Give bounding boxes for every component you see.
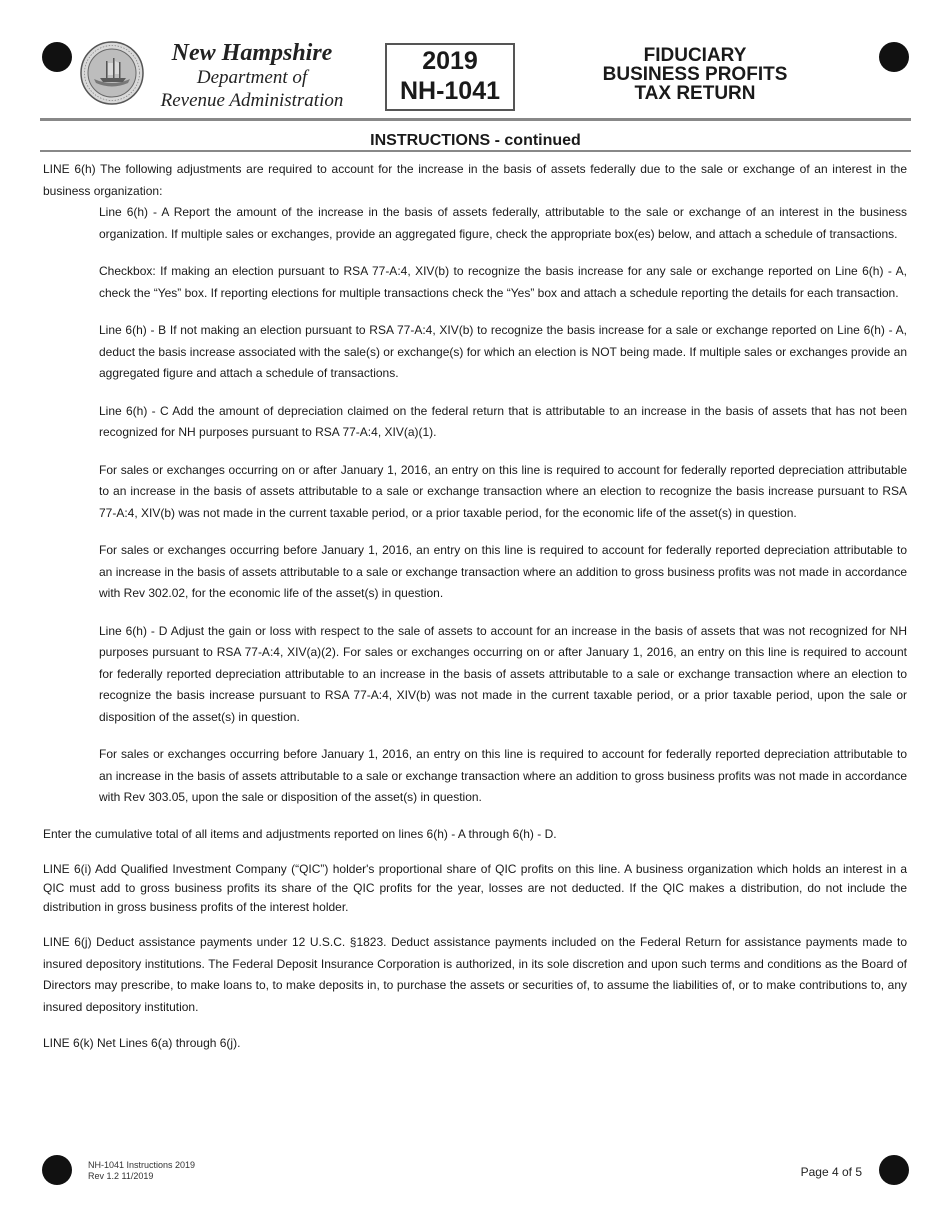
registration-mark-bottom-left bbox=[42, 1155, 72, 1185]
line-6h-intro: LINE 6(h) The following adjustments are required to account for the increase in the basis of assets federally due to the sale or exchange of an interest in the business organization: bbox=[43, 162, 907, 198]
line-6h-checkbox: Checkbox: If making an election pursuant to RSA 77-A:4, XIV(b) to recognize the basis increase for any sale or exchange reported on Line 6(h) - A, check the “Yes” box. If reporting elections for multiple transactions check the “Yes” box and attach a schedule reporting the details for each transaction. bbox=[99, 264, 907, 300]
page-number: Page 4 of 5 bbox=[800, 1165, 862, 1179]
line-6h-a: Line 6(h) - A Report the amount of the increase in the basis of assets federally, attributable to the sale or exchange of an interest in the business organization. If multiple sales or exchanges, provide an aggregated figure, check the appropriate box(es) below, and attach a schedule of transactions. bbox=[99, 205, 907, 241]
line-6h-b: Line 6(h) - B If not making an election pursuant to RSA 77-A:4, XIV(b) to recognize the basis increase for a sale or exchange reported on Line 6(h) - A, deduct the basis increase associated with the sale(s) or exchange(s) for which an election is NOT being made. If multiple sales or exchanges provide an aggregated figure and attach a schedule of transactions. bbox=[99, 323, 907, 380]
registration-mark-bottom-right bbox=[879, 1155, 909, 1185]
state-seal-icon bbox=[80, 41, 144, 105]
footer-revision: Rev 1.2 11/2019 bbox=[88, 1171, 154, 1181]
return-title-line2: BUSINESS PROFITS bbox=[602, 64, 788, 85]
agency-name bbox=[148, 40, 356, 112]
footer-form-id bbox=[88, 1160, 195, 1182]
registration-mark-top-left bbox=[42, 42, 72, 72]
line-6h-c: Line 6(h) - C Add the amount of depreciation claimed on the federal return that is attributable to an increase in the basis of assets that has not been recognized for NH purposes pursuant to RSA 77-A:4, XIV(a)(1). bbox=[99, 403, 907, 439]
agency-division: Revenue Administration bbox=[160, 90, 344, 111]
instructions-body bbox=[43, 159, 907, 1055]
agency-department: Department of bbox=[196, 67, 308, 88]
line-6h-d: Line 6(h) - D Adjust the gain or loss with respect to the sale of assets to account for an increase in the basis of assets that was not recognized for NH purposes pursuant to RSA 77-A:4, XIV(a)(2). For sales or exchanges occurring on or after January 1, 2016, an entry on this line is required to account for federally reported depreciation attributable to an increase in the basis of assets attributable to a sale or exchange transaction where an election to recognize the basis increase pursuant to RSA 77-A:4, XIV(b) was not made in the current taxable period, or a prior taxable period, upon the sale or disposition of the asset(s) in question. bbox=[99, 623, 907, 724]
return-title-line1: FIDUCIARY bbox=[643, 45, 747, 66]
header-divider bbox=[40, 118, 911, 121]
section-title: INSTRUCTIONS - continued bbox=[370, 132, 581, 149]
line-6i: LINE 6(i) Add Qualified Investment Company (“QIC”) holder's proportional share of QIC profits on this line. A business organization which holds an interest in a QIC must add to gross business profits its share of the QIC profits for the year, losses are not deducted. If the QIC makes a distribution, do not include the distribution in gross business profits of the interest holder. bbox=[43, 862, 907, 914]
line-6h-c-before-2016: For sales or exchanges occurring before January 1, 2016, an entry on this line is required to account for federally reported depreciation attributable to an increase in the basis of assets attributable to a sale or exchange transaction where an addition to gross business profits was not made in accordance with Rev 302.02, for the economic life of the asset(s) in question. bbox=[99, 543, 907, 600]
line-6j: LINE 6(j) Deduct assistance payments under 12 U.S.C. §1823. Deduct assistance payments included on the Federal Return for assistance payments made to insured depository institutions. The Federal Deposit Insurance Corporation is authorized, in its sole discretion and upon such terms and conditions as the Board of Directors may prescribe, to make loans to, to make deposits in, to purchase the assets or securities of, to assume the liabilities of, or to make contributions to, any insured depository institution. bbox=[43, 935, 907, 1014]
return-title bbox=[575, 46, 815, 103]
line-6h-c-after-2016: For sales or exchanges occurring on or after January 1, 2016, an entry on this line is required to account for federally reported depreciation attributable to an increase in the basis of assets attributable to a sale or exchange transaction where an election to recognize the basis increase pursuant to RSA 77-A:4, XIV(b) was not made in the current taxable period, or a prior taxable period, for the economic life of the asset(s) in question. bbox=[99, 462, 907, 520]
line-6k: LINE 6(k) Net Lines 6(a) through 6(j). bbox=[43, 1036, 241, 1050]
form-id-box bbox=[385, 43, 515, 111]
line-6h-total: Enter the cumulative total of all items and adjustments reported on lines 6(h) - A through 6(h) - D. bbox=[43, 826, 557, 841]
line-6h-d-before-2016: For sales or exchanges occurring before January 1, 2016, an entry on this line is required to account for federally reported depreciation attributable to an increase in the basis of assets attributable to a sale or exchange transaction where an addition to gross business profits was not made in accordance with Rev 303.05, upon the sale or disposition of the asset(s) in question. bbox=[99, 747, 907, 804]
form-year: 2019 bbox=[422, 47, 478, 75]
agency-state: New Hampshire bbox=[171, 40, 333, 66]
form-number: NH-1041 bbox=[399, 77, 501, 105]
registration-mark-top-right bbox=[879, 42, 909, 72]
section-divider bbox=[40, 150, 911, 152]
footer-form-name: NH-1041 Instructions 2019 bbox=[88, 1160, 196, 1170]
return-title-line3: TAX RETURN bbox=[634, 83, 756, 104]
